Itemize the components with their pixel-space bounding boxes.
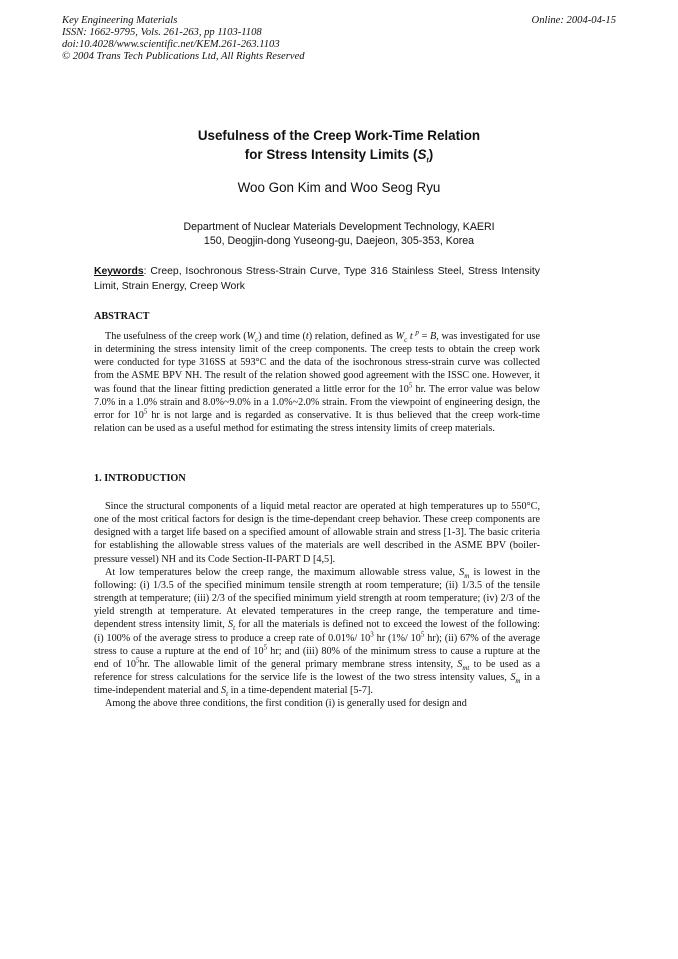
intro-text: for all the materials is defined not to exceed the lowest of the following: (i) 100% of the average stress to produce a creep rate of 0.01%/ 10 [94,619,540,644]
affiliation-line-2: 150, Deogjin-dong Yuseong-gu, Daejeon, 305-353, Korea [203,235,475,247]
introduction-heading: 1. INTRODUCTION [94,473,186,484]
copyright-line: © 2004 Trans Tech Publications Ltd, All Rights Reserved [62,51,305,62]
subscript: c [255,336,259,345]
symbol: S [510,672,516,684]
intro-text: to be used as a reference for stress calculations for the service life is the lowest of the two stress intensity values, [94,658,540,684]
symbol: S [228,619,234,631]
running-header [62,15,616,63]
superscript: 5 [143,407,148,416]
symbol: S [457,658,463,670]
title-line-2-close: ) [428,147,434,162]
intro-text: At low temperatures below the creep range, the maximum allowable stress value, [105,566,460,578]
equation-exponent: p [415,328,419,337]
title-line-2-text: for Stress Intensity Limits ( [244,147,418,162]
equation-symbol: B [430,331,437,342]
keywords-text: Creep, Isochronous Stress-Strain Curve, Type 316 Stainless Steel, Stress Intensity Limit, Strain Energy, Creep Work [94,266,540,292]
title-line-2 [0,145,678,164]
abstract-text: The usefulness of the creep work ( [105,331,247,342]
intro-text: in a time-independent material and [94,672,540,697]
superscript: 5 [420,630,425,639]
equation-equals: = [418,331,431,342]
abstract-text: hr is not large and is regarded as conservative. It is thus believed that the creep work-time relation can be used as a useful method for estimating the stress intensity limits of creep materials. [94,409,541,435]
symbol: W [246,331,256,342]
equation-subscript: c [404,336,408,345]
title-line-1: Usefulness of the Creep Work-Time Relation [197,128,481,143]
abstract-text: ) and time ( [258,331,306,342]
abstract-text: ) relation, defined as [308,331,396,342]
keywords-label: Keywords [94,266,144,277]
paper-title [0,126,678,164]
abstract-body [94,330,540,435]
journal-name: Key Engineering Materials [62,15,178,26]
abstract-text: , was investigated for use in determining the stress intensity limit of the creep components. The creep tests to obtain the creep work were conducted for type 316SS at 593°C and the data of the isochronous stress-strain curve was collected from the ASME BPV NH. The result of the relation showed good agreement with the ISSC one. However, it was found that the linear fitting prediction generated a little error for the 10 [94,331,541,395]
intro-text: hr (1%/ 10 [373,632,421,644]
superscript: 5 [135,656,140,665]
abstract-paragraph [94,330,540,435]
equation-symbol: W [395,331,405,342]
online-date: Online: 2004-04-15 [531,15,616,26]
superscript: 5 [263,643,268,652]
intro-paragraph-1: Since the structural components of a liquid metal reactor are operated at high temperatures up to 550°C, one of the most critical factors for design is the time-dependant creep behavior. These creep components are designed with a target life based on a specified amount of allowable strain and stress [1-3]. The basic criteria for establishing the allowable stress values of the materials are well described in the ASME BPV (boiler-pressure vessel) NH and its Code Section-II-PART D [4,5]. [94,501,540,565]
intro-text: hr; and (iii) 80% of the minimum stress to cause a rupture at the end of 10 [94,645,541,670]
subscript: mt [462,663,470,672]
authors: Woo Gon Kim and Woo Seog Ryu [237,180,441,195]
equation-symbol: t [409,331,413,342]
superscript: 3 [370,630,374,639]
symbol: S [221,685,227,697]
abstract-heading: ABSTRACT [94,311,150,322]
intro-paragraph-2 [94,566,540,698]
introduction-body [94,500,540,711]
intro-text: hr); (ii) 67% of the average stress to cause a rupture at the end of 10 [94,632,540,657]
symbol: S [459,566,465,578]
intro-text: is lowest in the following: (i) 1/3.5 of the specified minimum tensile strength at room temperature; (ii) 1/3.5 of the tensile strength at temperature; (iii) 2/3 of the specified minimum yield strength at room temperature; (iv) 2/3 of the yield strength at temperature. At elevated temperatures in the creep range, the temperature and time-dependent stress intensity limit, [94,566,541,631]
keywords: Keywords: Creep, Isochronous Stress-Strain Curve, Type 316 Stainless Steel, Stress Intensity Limit, Strain Energy, Creep Work [94,266,540,292]
doi-line: doi:10.4028/www.scientific.net/KEM.261-263.1103 [62,39,280,50]
superscript: 5 [408,381,413,390]
affiliation-line-1: Department of Nuclear Materials Development Technology, KAERI [183,221,495,233]
intro-text: hr. The allowable limit of the general primary membrane stress intensity, [139,658,458,670]
abstract-text: hr. The error value was below 7.0% in a 1.0% strain and 8.0%~9.0% in a 1.0%~2.0% strain. From the viewpoint of engineering design, the error for 10 [94,383,540,421]
symbol: t [305,331,309,342]
affiliation [0,220,678,248]
subscript: t [226,690,229,699]
title-symbol: S [417,147,427,162]
subscript: t [233,624,236,633]
issn-line: ISSN: 1662-9795, Vols. 261-263, pp 1103-1108 [62,27,262,38]
intro-text: in a time-dependent material [5-7]. [228,685,373,697]
intro-paragraph-3: Among the above three conditions, the first condition (i) is generally used for design and [105,698,467,710]
subscript: m [464,571,470,580]
subscript: m [515,677,521,686]
title-subscript: t [426,157,429,165]
